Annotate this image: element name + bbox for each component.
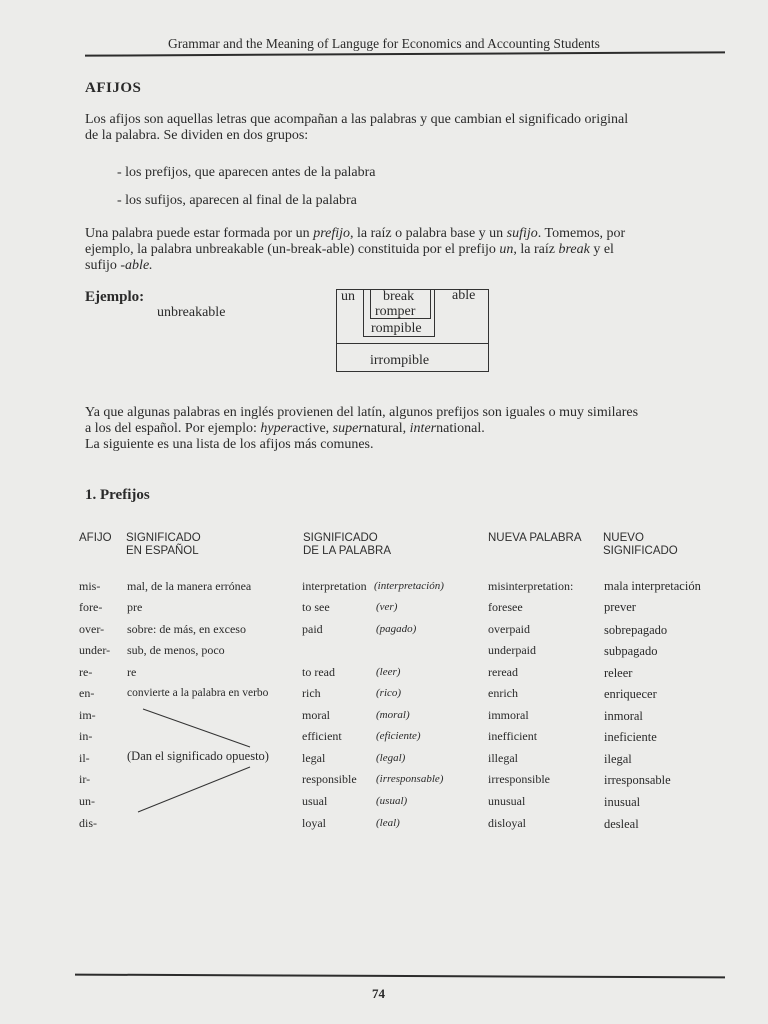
row-7-trans: (eficiente) xyxy=(376,730,421,742)
term-sufijo: sufijo xyxy=(506,226,538,241)
row-3-new-sig: subpagado xyxy=(604,644,658,658)
row-2-word: paid xyxy=(302,622,323,636)
intro-line-2: de la palabra. Se dividen en dos grupos: xyxy=(85,128,309,143)
lower-bracket-line xyxy=(138,767,250,812)
row-7-afijo: in- xyxy=(79,729,93,743)
intro-line-1: Los afijos son aquellas letras que acompañan a las palabras y que cambian el significado original xyxy=(85,112,629,127)
row-0-new-sig: mala interpretación xyxy=(604,579,701,593)
row-2-afijo: over- xyxy=(79,622,105,636)
diagram-full-meaning: irrompible xyxy=(370,353,430,368)
row-9-new-sig: irresponsable xyxy=(604,773,671,787)
row-8-new: illegal xyxy=(488,751,518,765)
row-11-new-sig: desleal xyxy=(604,817,639,831)
row-5-sig: convierte a la palabra en verbo xyxy=(127,687,269,699)
row-10-afijo: un- xyxy=(79,794,95,808)
formation-line-2: ejemplo, la palabra unbreakable (un-break-able) constituida por el prefijo un, la raíz break y el xyxy=(85,242,614,257)
row-10-word: usual xyxy=(302,794,328,808)
row-4-word: to read xyxy=(302,665,335,679)
row-1-afijo: fore- xyxy=(79,600,103,614)
row-4-new: reread xyxy=(488,665,518,679)
example-label: Ejemplo: xyxy=(85,289,145,305)
term-break: break xyxy=(558,242,590,257)
row-8-afijo: il- xyxy=(79,751,90,765)
term-un: un xyxy=(499,242,514,257)
latin-line-3: La siguiente es una lista de los afijos más comunes. xyxy=(85,437,374,452)
row-0-trans: (interpretación) xyxy=(374,580,444,592)
diagram-prefix: un xyxy=(341,289,355,304)
row-5-new: enrich xyxy=(488,686,518,700)
row-3-new: underpaid xyxy=(488,643,536,657)
row-2-new: overpaid xyxy=(488,622,530,636)
opposite-meaning-note: (Dan el significado opuesto) xyxy=(127,749,269,763)
row-2-new-sig: sobrepagado xyxy=(604,623,668,637)
row-0-afijo: mis- xyxy=(79,579,101,593)
row-1-trans: (ver) xyxy=(376,601,398,613)
row-6-new-sig: inmoral xyxy=(604,709,643,723)
row-1-word: to see xyxy=(302,600,330,614)
diagram-root: break xyxy=(383,289,415,304)
header-nueva-palabra: NUEVA PALABRA xyxy=(488,532,582,544)
row-10-new-sig: inusual xyxy=(604,795,641,809)
row-11-word: loyal xyxy=(302,816,326,830)
row-11-new: disloyal xyxy=(488,816,526,830)
running-header: Grammar and the Meaning of Languge for Economics and Accounting Students xyxy=(168,36,600,51)
upper-bracket-line xyxy=(143,709,250,747)
row-1-sig: pre xyxy=(127,600,143,614)
row-10-trans: (usual) xyxy=(376,795,408,807)
header-afijo: AFIJO xyxy=(79,532,112,544)
row-4-new-sig: releer xyxy=(604,666,633,680)
row-6-word: moral xyxy=(302,708,330,722)
row-1-new-sig: prever xyxy=(604,600,636,614)
diagram-root-meaning: romper xyxy=(375,304,416,319)
row-5-trans: (rico) xyxy=(376,687,402,699)
row-7-word: efficient xyxy=(302,729,342,743)
header-sig-palabra: SIGNIFICADO DE LA PALABRA xyxy=(303,532,391,557)
row-0-sig: mal, de la manera errónea xyxy=(127,579,252,593)
row-9-new: irresponsible xyxy=(488,772,550,786)
page-number: 74 xyxy=(372,986,385,1001)
row-5-word: rich xyxy=(302,686,321,700)
row-7-new-sig: ineficiente xyxy=(604,730,657,744)
diagram-suffix: able xyxy=(452,288,476,303)
bullet-prefijos: - los prefijos, que aparecen antes de la palabra xyxy=(117,165,376,180)
row-6-new: immoral xyxy=(488,708,529,722)
example-word: unbreakable xyxy=(157,305,226,320)
row-3-afijo: under- xyxy=(79,643,111,657)
row-10-new: unusual xyxy=(488,794,526,808)
diagram-mid-meaning: rompible xyxy=(371,321,422,336)
term-able: -able. xyxy=(120,258,153,273)
row-9-word: responsible xyxy=(302,772,357,786)
row-9-afijo: ir- xyxy=(79,772,91,786)
row-5-afijo: en- xyxy=(79,686,95,700)
row-0-word: interpretation xyxy=(302,579,367,593)
prefijos-title: 1. Prefijos xyxy=(85,487,150,503)
row-3-sig: sub, de menos, poco xyxy=(127,643,225,657)
row-5-new-sig: enriquecer xyxy=(604,687,657,701)
formation-line-1: Una palabra puede estar formada por un prefijo, la raíz o palabra base y un sufijo. Tomemos, por xyxy=(85,226,626,241)
header-nuevo-sig: NUEVO SIGNIFICADO xyxy=(603,532,678,557)
latin-line-1: Ya que algunas palabras en inglés provienen del latín, algunos prefijos son iguales o muy similares xyxy=(85,405,639,420)
row-2-trans: (pagado) xyxy=(376,623,417,635)
row-8-new-sig: ilegal xyxy=(604,752,632,766)
row-7-new: inefficient xyxy=(488,729,538,743)
row-8-trans: (legal) xyxy=(376,752,406,764)
term-prefijo: prefijo xyxy=(313,226,350,241)
formation-line-3: sufijo -able. xyxy=(85,258,153,273)
row-8-word: legal xyxy=(302,751,326,765)
header-sig-es: SIGNIFICADO EN ESPAÑOL xyxy=(126,532,201,557)
bullet-sufijos: - los sufijos, aparecen al final de la palabra xyxy=(117,193,357,208)
row-4-sig: re xyxy=(127,665,137,679)
row-0-new: misinterpretation: xyxy=(488,579,574,593)
row-1-new: foresee xyxy=(488,600,523,614)
row-4-trans: (leer) xyxy=(376,666,401,678)
row-11-afijo: dis- xyxy=(79,816,97,830)
row-6-trans: (moral) xyxy=(376,709,410,721)
section-title: AFIJOS xyxy=(85,80,142,96)
row-6-afijo: im- xyxy=(79,708,96,722)
row-4-afijo: re- xyxy=(79,665,93,679)
row-9-trans: (irresponsable) xyxy=(376,773,444,785)
row-11-trans: (leal) xyxy=(376,817,400,829)
latin-line-2: a los del español. Por ejemplo: hyperactive, supernatural, international. xyxy=(85,421,485,436)
row-2-sig: sobre: de más, en exceso xyxy=(127,622,246,636)
